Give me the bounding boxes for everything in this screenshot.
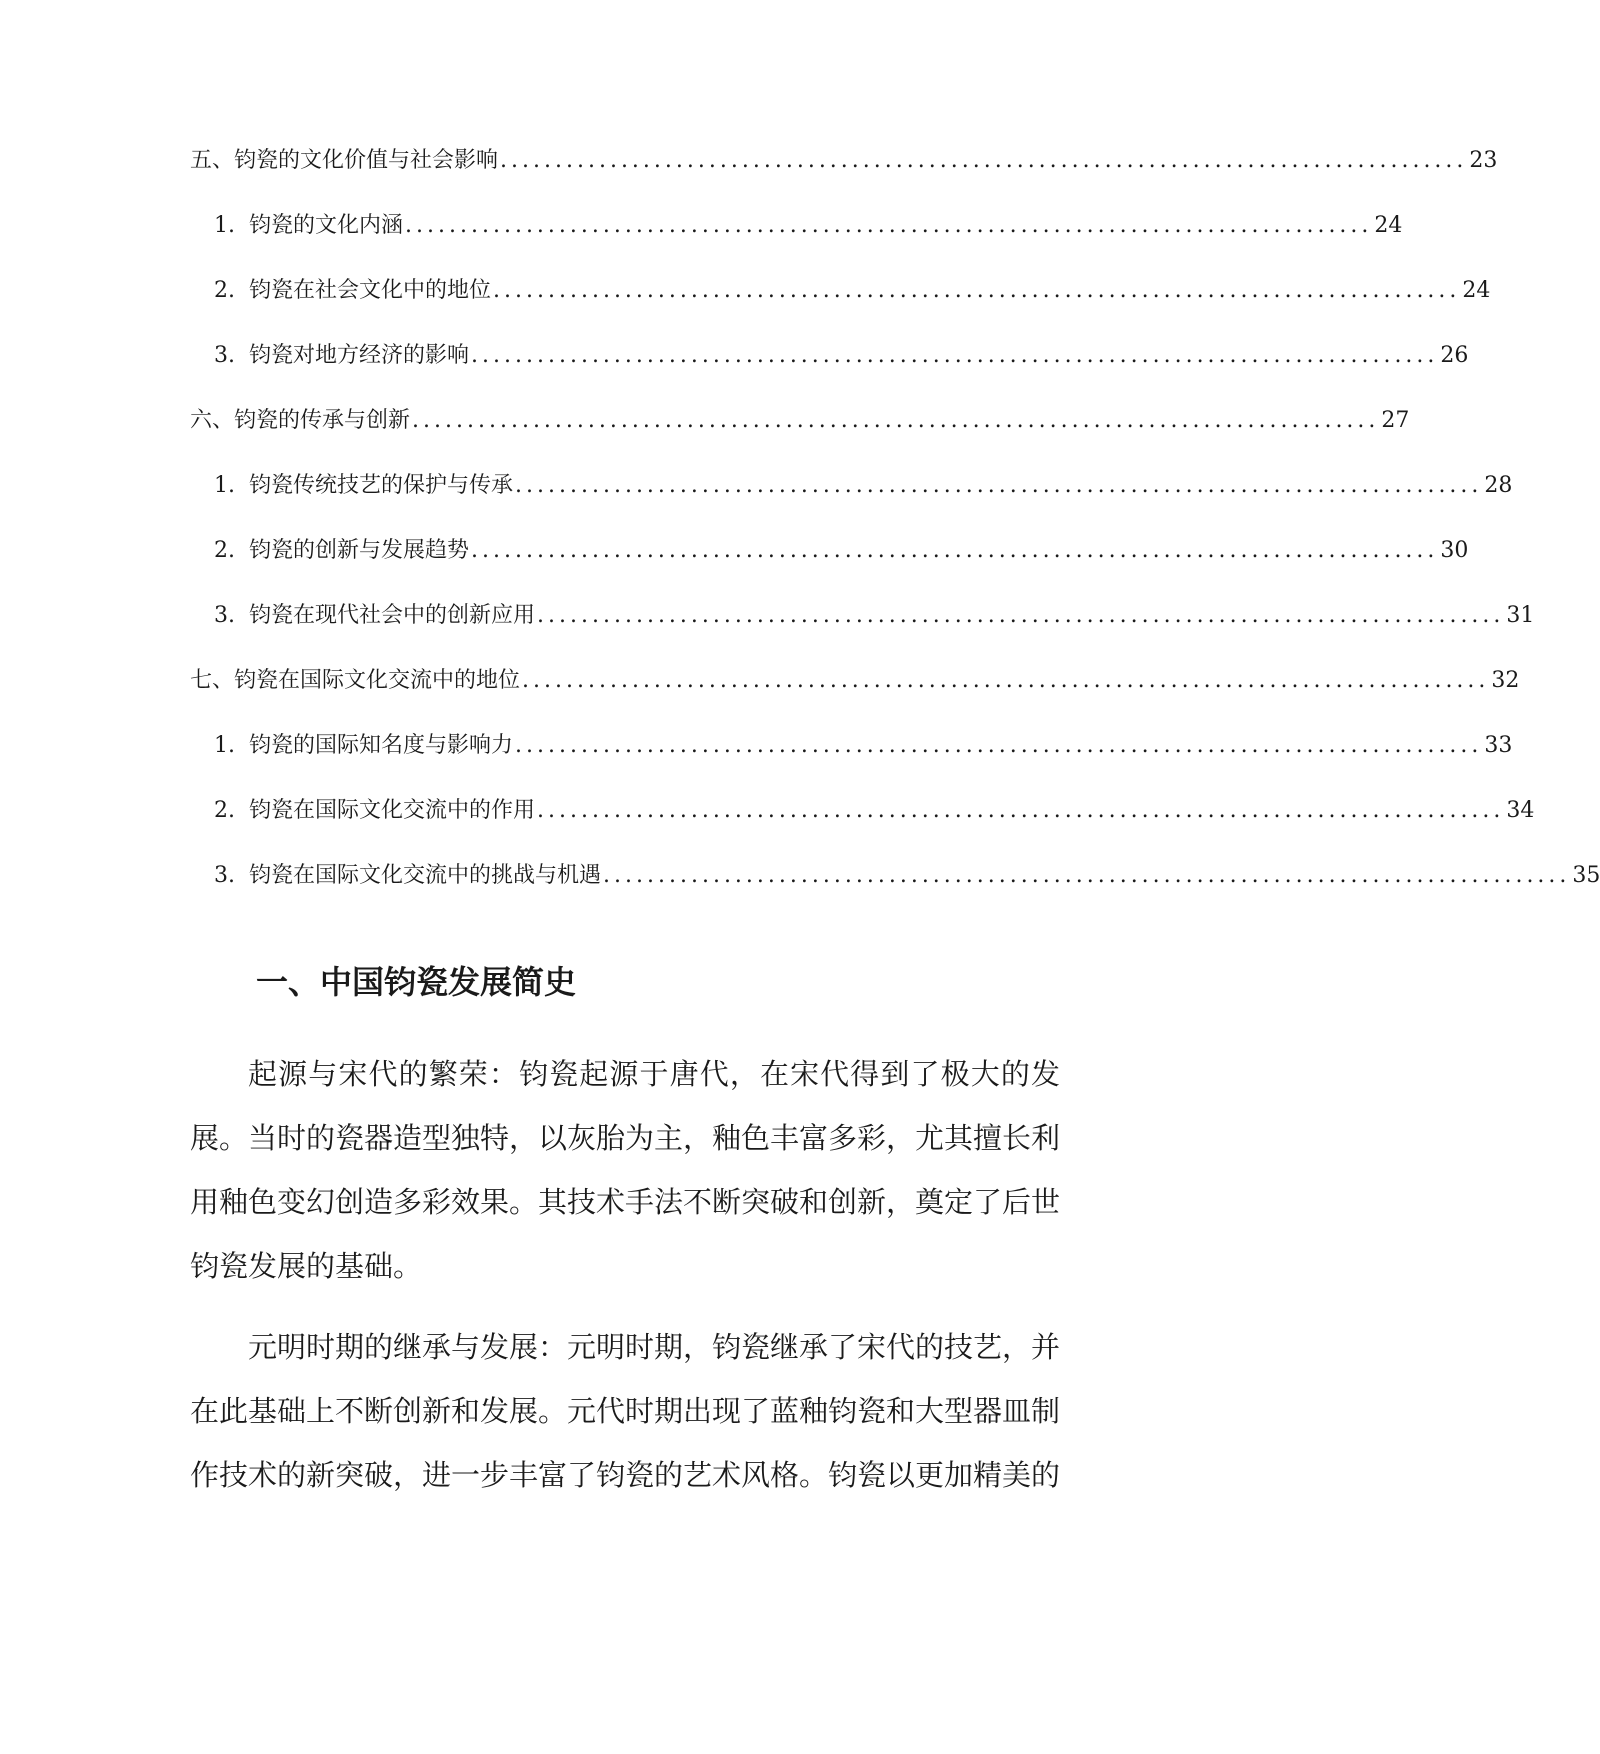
toc-entry-page: 32	[1491, 668, 1520, 693]
dot-leader: ........................................................................................	[493, 278, 1461, 303]
toc-entry-page: 30	[1440, 538, 1469, 563]
toc-entry[interactable]	[190, 406, 1410, 471]
toc-entry-page: 34	[1506, 798, 1535, 823]
toc-entry-number: 1.	[214, 733, 235, 758]
toc-entry-title: 钧瓷传统技艺的保护与传承	[249, 473, 514, 498]
toc-entry[interactable]	[190, 471, 1513, 536]
toc-entry-title: 钧瓷在国际文化交流中的作用	[249, 798, 536, 823]
toc-entry[interactable]	[190, 861, 1600, 926]
dot-leader: ........................................................................................	[522, 668, 1490, 693]
toc-entry-number: 3.	[214, 863, 235, 888]
toc-entry[interactable]	[190, 536, 1469, 601]
dot-leader: ........................................................................................	[471, 538, 1439, 563]
table-of-contents	[190, 146, 1600, 926]
toc-entry-number: 1.	[214, 213, 235, 238]
dot-leader: ........................................................................................	[537, 603, 1505, 628]
toc-entry-number: 3.	[214, 343, 235, 368]
toc-entry-title: 钧瓷的创新与发展趋势	[249, 538, 470, 563]
toc-entry-title: 钧瓷在社会文化中的地位	[249, 278, 492, 303]
toc-entry-page: 27	[1381, 408, 1410, 433]
toc-entry[interactable]	[190, 666, 1520, 731]
toc-entry-number: 2.	[214, 798, 235, 823]
toc-entry-page: 24	[1462, 278, 1491, 303]
dot-leader: ........................................................................................	[603, 863, 1571, 888]
dot-leader: ........................................................................................	[537, 798, 1505, 823]
toc-entry-title: 六、钧瓷的传承与创新	[190, 408, 411, 433]
toc-entry-title: 钧瓷在现代社会中的创新应用	[249, 603, 536, 628]
toc-entry-page: 35	[1572, 863, 1600, 888]
toc-entry-page: 24	[1374, 213, 1403, 238]
toc-entry[interactable]	[190, 211, 1403, 276]
section-heading: 一、中国钧瓷发展简史	[256, 963, 577, 1001]
toc-entry[interactable]	[190, 276, 1491, 341]
toc-entry-title: 钧瓷的文化内涵	[249, 213, 404, 238]
dot-leader: ........................................................................................	[471, 343, 1439, 368]
toc-entry-title: 钧瓷的国际知名度与影响力	[249, 733, 514, 758]
body-paragraph: 元明时期的继承与发展：元明时期，钧瓷继承了宋代的技艺，并在此基础上不断创新和发展。元代时期出现了蓝釉钧瓷和大型器皿制作技术的新突破，进一步丰富了钧瓷的艺术风格。钧瓷以更加精美的	[190, 1330, 1061, 1492]
toc-entry-title: 钧瓷在国际文化交流中的挑战与机遇	[249, 863, 602, 888]
toc-entry-page: 28	[1484, 473, 1513, 498]
dot-leader: ........................................................................................	[405, 213, 1373, 238]
toc-entry-page: 31	[1506, 603, 1535, 628]
body-paragraph: 起源与宋代的繁荣：钧瓷起源于唐代，在宋代得到了极大的发展。当时的瓷器造型独特，以灰胎为主，釉色丰富多彩，尤其擅长利用釉色变幻创造多彩效果。其技术手法不断突破和创新，奠定了后世钧瓷发展的基础。	[190, 1057, 1061, 1283]
toc-entry[interactable]	[190, 731, 1513, 796]
toc-entry-title: 七、钧瓷在国际文化交流中的地位	[190, 668, 521, 693]
dot-leader: ........................................................................................	[515, 473, 1483, 498]
toc-entry-page: 33	[1484, 733, 1513, 758]
toc-entry-number: 2.	[214, 278, 235, 303]
toc-entry[interactable]	[190, 601, 1535, 666]
toc-entry-title: 钧瓷对地方经济的影响	[249, 343, 470, 368]
toc-entry[interactable]	[190, 796, 1535, 861]
toc-entry[interactable]	[190, 341, 1469, 406]
toc-entry-number: 1.	[214, 473, 235, 498]
toc-entry[interactable]	[190, 146, 1498, 211]
dot-leader: ........................................................................................	[412, 408, 1380, 433]
dot-leader: ........................................................................................	[500, 148, 1468, 173]
section-body	[190, 1042, 1060, 1507]
toc-entry-page: 23	[1469, 148, 1498, 173]
dot-leader: ........................................................................................	[515, 733, 1483, 758]
toc-entry-number: 2.	[214, 538, 235, 563]
toc-entry-title: 五、钧瓷的文化价值与社会影响	[190, 148, 499, 173]
toc-entry-number: 3.	[214, 603, 235, 628]
toc-entry-page: 26	[1440, 343, 1469, 368]
